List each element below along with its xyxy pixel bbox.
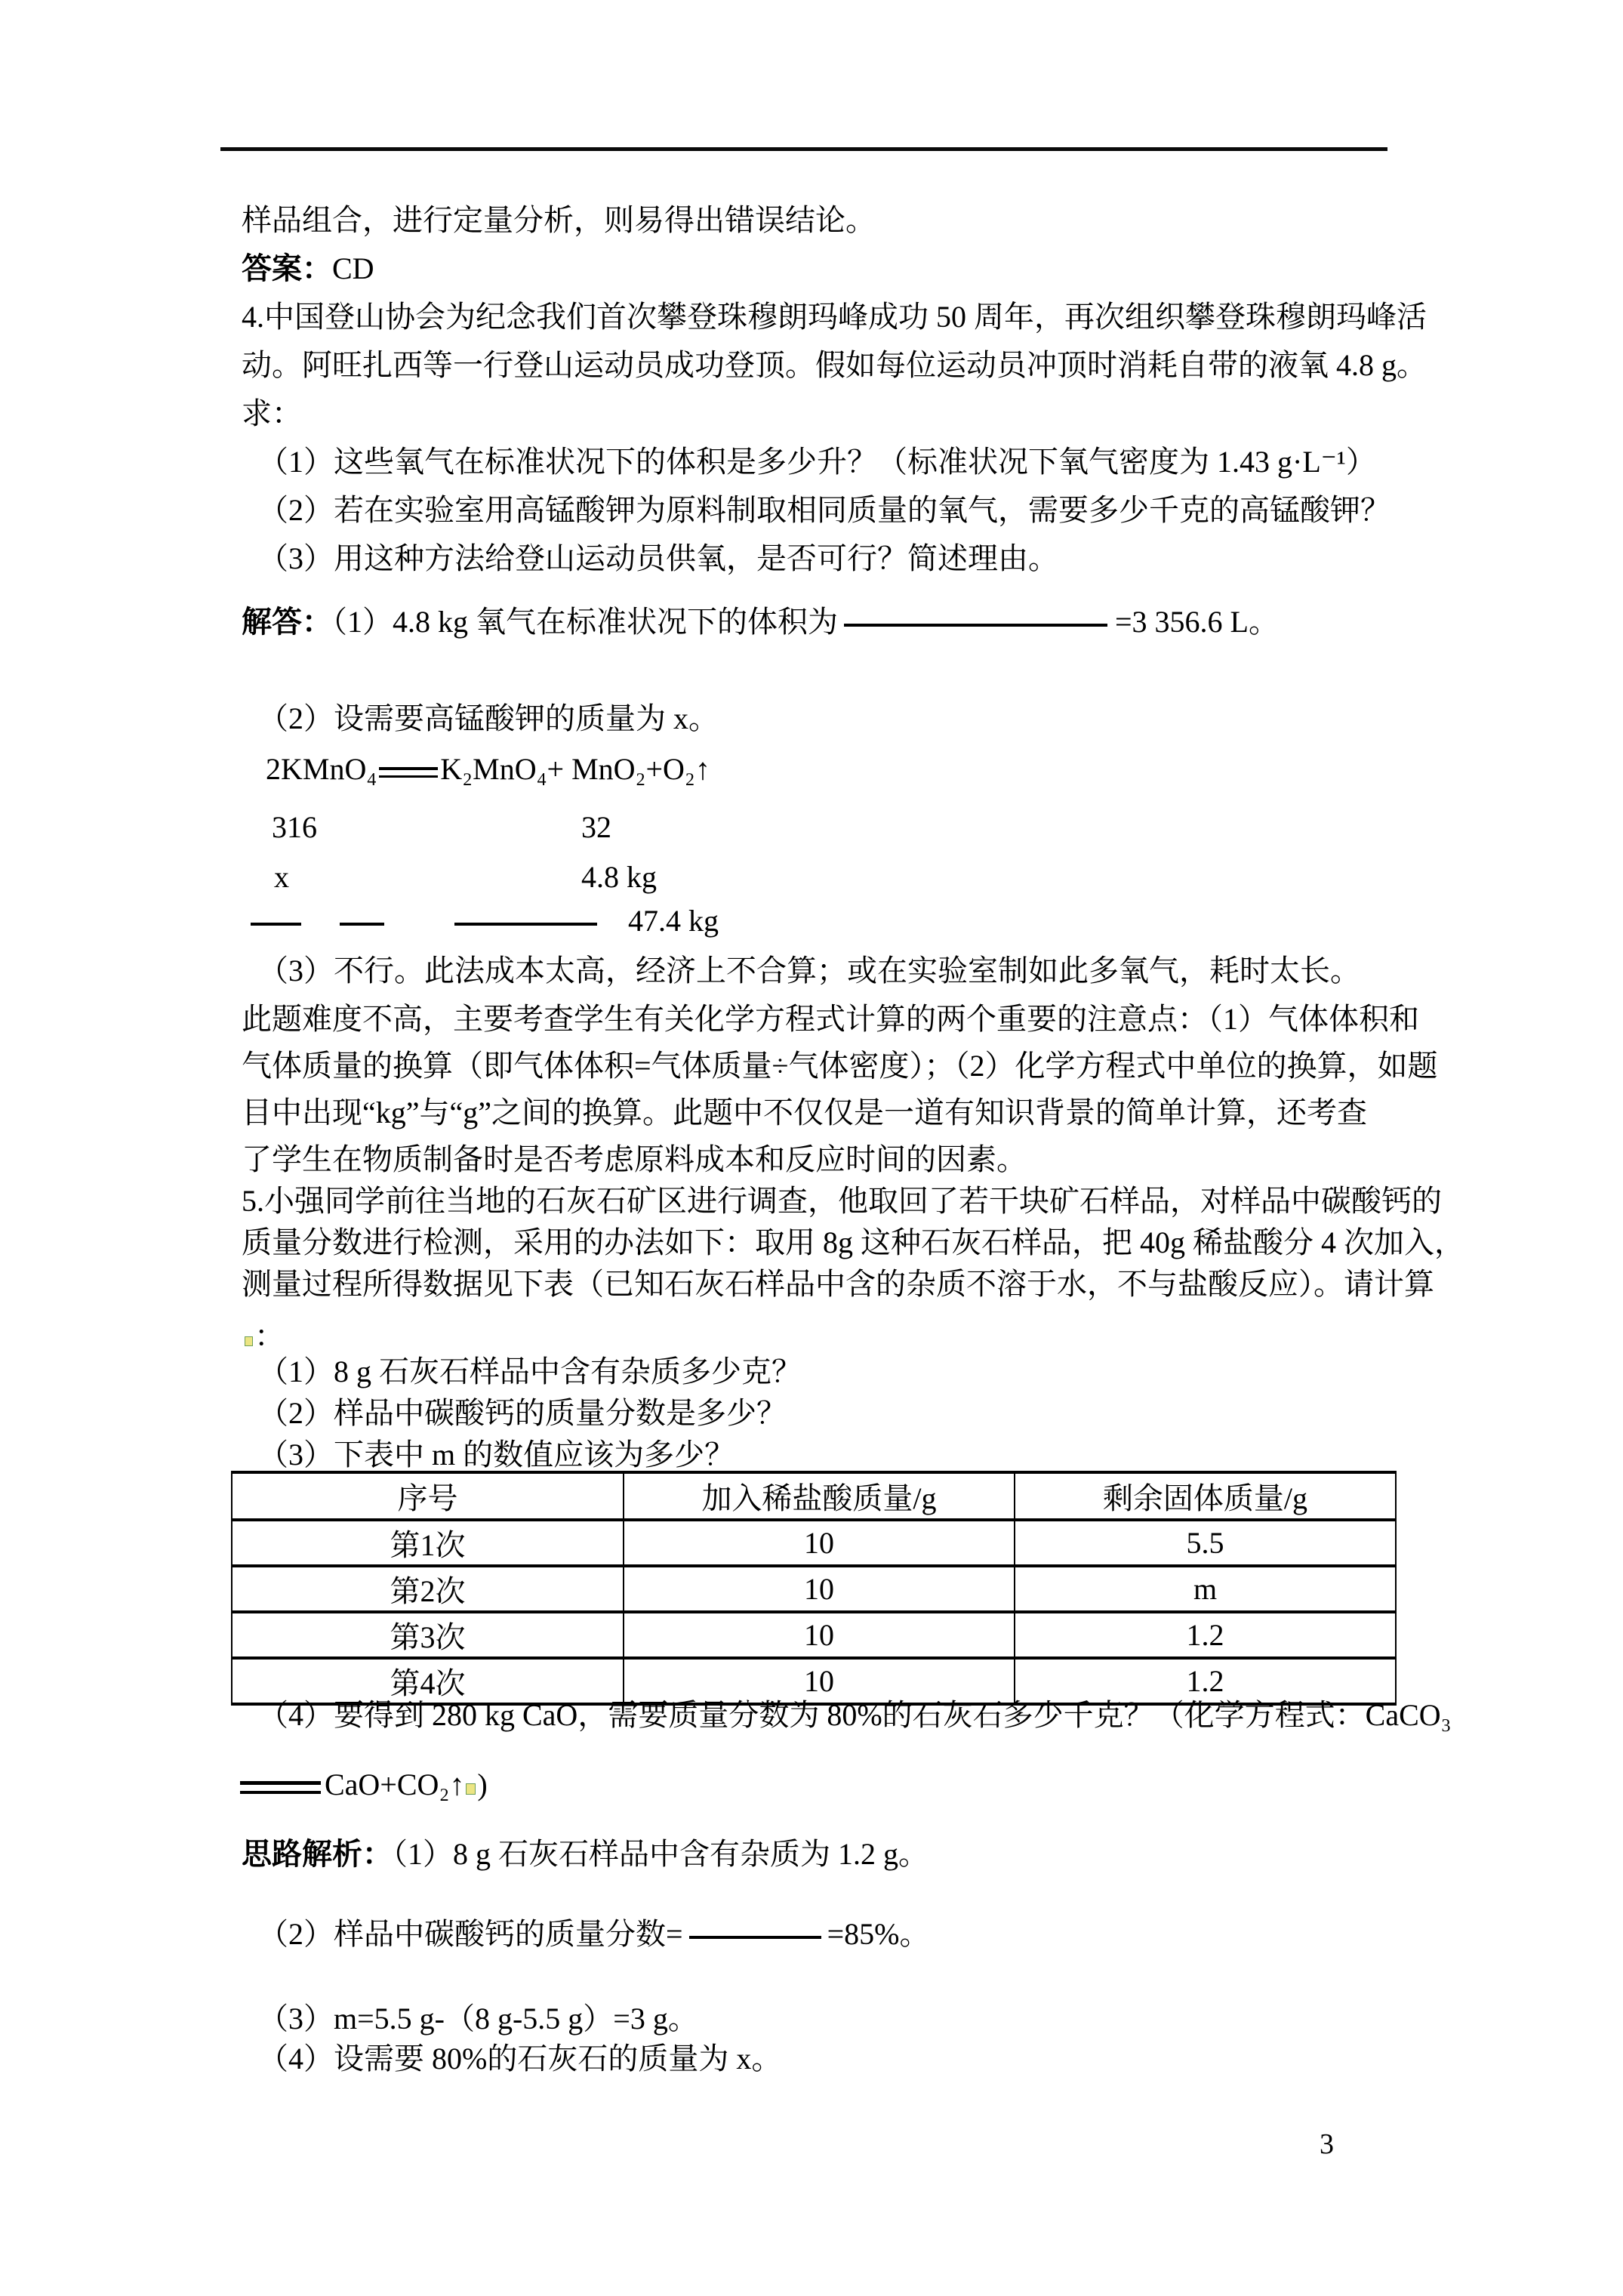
- q5-sub3: （3）下表中 m 的数值应该为多少？: [258, 1438, 735, 1472]
- chemical-equation-1: [266, 751, 710, 787]
- q4-sub3: （3）用这种方法给登山运动员供氧，是否可行？简述理由。: [258, 541, 1058, 575]
- fraction-bar-placeholder-2: [689, 1936, 821, 1939]
- equation1-mass-rhs: 32: [581, 810, 611, 844]
- equation2-close-paren: ): [477, 1767, 488, 1801]
- analysis-part2-pre: （2）样品中碳酸钙的质量分数=: [258, 1917, 683, 1951]
- q4-line-1: 4.中国登山协会为纪念我们首次攀登珠穆朗玛峰成功 50 周年，再次组织攀登珠穆朗玛峰活: [242, 300, 1427, 334]
- note4-line-3: 目中出现“kg”与“g”之间的换算。此题中不仅仅是一道有知识背景的简单计算，还考查: [242, 1096, 1368, 1130]
- proportion-bar-1: [251, 923, 301, 926]
- equation1-mass-row: [0, 809, 1623, 846]
- table-cell: 第3次: [232, 1612, 624, 1658]
- note4-line-1: 此题难度不高，主要考查学生有关化学方程式计算的两个重要的注意点：（1）气体体积和: [242, 1002, 1419, 1036]
- answer-label: 答案：: [242, 251, 332, 285]
- solution-label: 解答：: [242, 605, 332, 639]
- solution-part3-line: （3）不行。此法成本太高，经济上不合算；或在实验室制如此多氧气，耗时太长。: [258, 954, 1360, 988]
- table-cell: 10: [624, 1520, 1015, 1566]
- solution-part1-line: [242, 604, 1279, 640]
- analysis-part1-text: （1）8 g 石灰石样品中含有杂质为 1.2 g。: [393, 1837, 929, 1871]
- equation1-unknown-lhs: x: [274, 860, 289, 894]
- analysis-part4-line: （4）设需要 80%的石灰石的质量为 x。: [258, 2042, 782, 2076]
- q4-sub2: （2）若在实验室用高锰酸钾为原料制取相同质量的氧气，需要多少千克的高锰酸钾？: [258, 493, 1390, 527]
- equation1-unknown-rhs: 4.8 kg: [581, 860, 657, 894]
- equation1-mass-lhs: 316: [272, 810, 317, 844]
- q4-ask: 求：: [242, 396, 302, 430]
- equation1-double-bar: [379, 767, 438, 778]
- q5-sub1: （1）8 g 石灰石样品中含有杂质多少克？: [258, 1354, 802, 1388]
- table-cell: 第2次: [232, 1566, 624, 1612]
- equation2-rhs: CaO+CO₂↑: [325, 1767, 465, 1801]
- answer-line: [242, 251, 374, 287]
- page-number: 3: [1320, 2128, 1334, 2160]
- q5-line-2: 质量分数进行检测，采用的办法如下：取用 8g 这种石灰石样品，把 40g 稀盐酸分 4 次加入，: [242, 1225, 1464, 1259]
- note4-line-4: 了学生在物质制备时是否考虑原料成本和反应时间的因素。: [242, 1142, 1027, 1176]
- table-row: [232, 1566, 1396, 1612]
- proportion-bar-3: [454, 923, 597, 926]
- table-cell: 10: [624, 1612, 1015, 1658]
- proportion-line: [251, 903, 719, 939]
- table-cell: 10: [624, 1658, 1015, 1704]
- equation1-rhs: K₂MnO₄+ MnO₂+O₂↑: [440, 752, 710, 786]
- note4-line-2: 气体质量的换算（即气体体积=气体质量÷气体密度）；（2）化学方程式中单位的换算，如题: [242, 1049, 1438, 1083]
- table-cell: 1.2: [1015, 1612, 1396, 1658]
- table-cell: 1.2: [1015, 1658, 1396, 1704]
- stray-colon-line: [243, 1318, 285, 1354]
- analysis-part2-line: [258, 1916, 929, 1952]
- intro-line: [242, 202, 876, 239]
- table-cell: 第1次: [232, 1520, 624, 1566]
- proportion-result: 47.4 kg: [628, 904, 719, 938]
- q5-line-3: 测量过程所得数据见下表（已知石灰石样品中含的杂质不溶于水，不与盐酸反应）。请计算: [242, 1267, 1434, 1301]
- solution-part2-line: （2）设需要高锰酸钾的质量为 x。: [258, 701, 719, 735]
- data-table: [231, 1471, 1397, 1706]
- table-cell: m: [1015, 1566, 1396, 1612]
- analysis-part2-post: =85%。: [827, 1917, 930, 1951]
- equation1-lhs: 2KMnO₄: [266, 752, 377, 786]
- table-cell: 第4次: [232, 1658, 624, 1704]
- glyph-artifact-square: [466, 1783, 476, 1795]
- analysis-part1-line: [242, 1836, 929, 1872]
- equation1-unknown-row: [0, 859, 1623, 895]
- q5-sub2: （2）样品中碳酸钙的质量分数是多少？: [258, 1396, 787, 1430]
- table-row: [232, 1520, 1396, 1566]
- table-header-cell: 加入稀盐酸质量/g: [624, 1472, 1015, 1520]
- table-header-cell: 剩余固体质量/g: [1015, 1472, 1396, 1520]
- q4-line-2: 动。阿旺扎西等一行登山运动员成功登顶。假如每位运动员冲顶时消耗自带的液氧 4.8 g。: [242, 348, 1427, 382]
- glyph-artifact-square: [245, 1336, 253, 1346]
- table-header-row: [232, 1472, 1396, 1520]
- table-cell: 10: [624, 1566, 1015, 1612]
- solution-part1-text: （1）4.8 kg 氧气在标准状况下的体积为: [332, 605, 838, 639]
- equation2-double-bar: [240, 1781, 321, 1794]
- proportion-bar-2: [340, 923, 384, 926]
- intro-text: 样品组合，进行定量分析，则易得出错误结论。: [242, 203, 876, 237]
- table-cell: 5.5: [1015, 1520, 1396, 1566]
- q5-sub4-line: （4）要得到 280 kg CaO，需要质量分数为 80%的石灰石多少千克？（化学方程式：CaCO₃: [258, 1698, 1452, 1732]
- q5-line-1: 5.小强同学前往当地的石灰石矿区进行调查，他取回了若干块矿石样品，对样品中碳酸钙的: [242, 1184, 1442, 1218]
- analysis-label: 思路解析：: [242, 1837, 393, 1871]
- table-header-cell: 序号: [232, 1472, 624, 1520]
- header-rule: [220, 147, 1387, 151]
- table-row: [232, 1612, 1396, 1658]
- q4-sub1: （1）这些氧气在标准状况下的体积是多少升？（标准状况下氧气密度为 1.43 g·L⁻¹）: [258, 445, 1376, 479]
- answer-value: CD: [332, 251, 374, 285]
- fraction-bar-placeholder: [844, 624, 1107, 627]
- solution-part1-result: =3 356.6 L。: [1115, 605, 1279, 639]
- analysis-part3-line: （3）m=5.5 g-（8 g-5.5 g）=3 g。: [258, 2002, 698, 2036]
- stray-colon: ：: [254, 1319, 285, 1353]
- chemical-equation-2: [240, 1767, 488, 1803]
